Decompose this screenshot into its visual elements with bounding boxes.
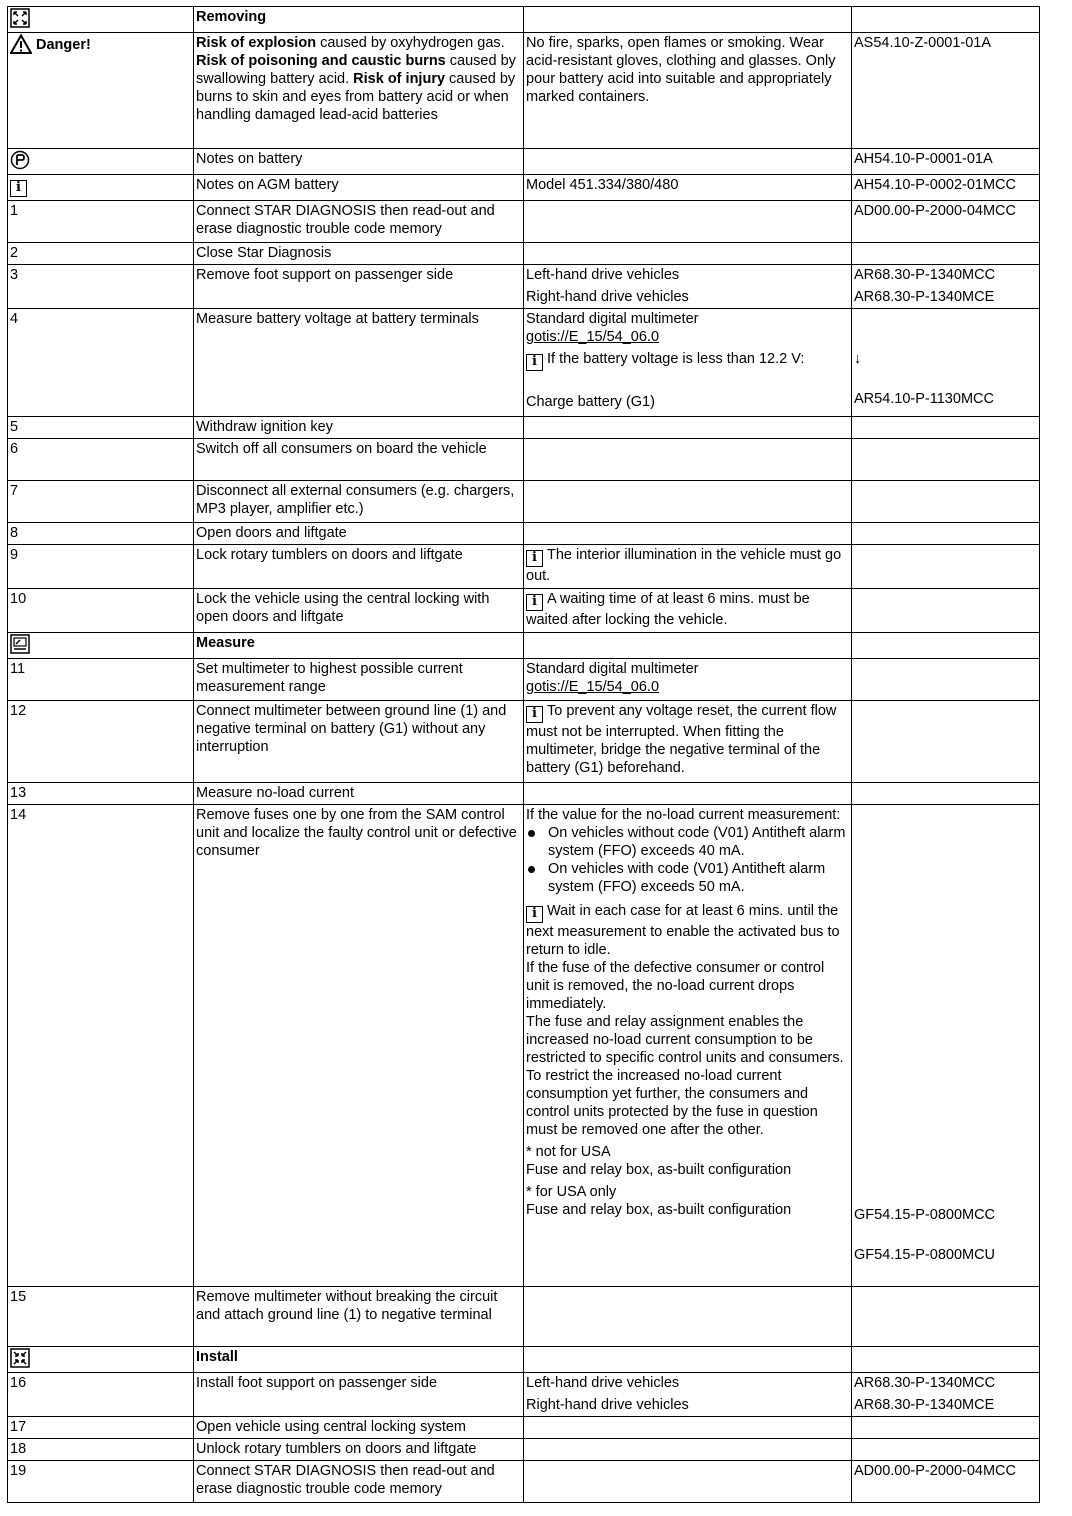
step-number: 6	[8, 439, 194, 481]
step-row	[8, 243, 1040, 265]
step-text: Connect STAR DIAGNOSIS then read-out and erase diagnostic trouble code memory	[194, 201, 524, 243]
step-text: Close Star Diagnosis	[194, 243, 524, 265]
step-text: Lock the vehicle using the central locking with open doors and liftgate	[194, 589, 524, 633]
step-number: 12	[8, 701, 194, 783]
section-title: Removing	[194, 7, 524, 33]
removing-icon	[10, 8, 30, 28]
section-row-install	[8, 1347, 1040, 1373]
step-row	[8, 1287, 1040, 1347]
info-icon: i	[526, 906, 543, 923]
step-text: Disconnect all external consumers (e.g. chargers, MP3 player, amplifier etc.)	[194, 481, 524, 523]
danger-row	[8, 33, 1040, 149]
step-ref: AR54.10-P-1130MCC	[854, 391, 994, 407]
step-text: Measure battery voltage at battery terminals	[194, 309, 524, 417]
step-number: 8	[8, 523, 194, 545]
step-row	[8, 1461, 1040, 1503]
step-row: 3 Remove foot support on passenger side Left-hand drive vehicles Right-hand drive vehicles AR68.30-P-1340MCC AR68.30-P-1340MCE	[8, 265, 1040, 309]
step-text: Remove multimeter without breaking the circuit and attach ground line (1) to negative terminal	[194, 1287, 524, 1347]
step-text: Open vehicle using central locking system	[194, 1417, 524, 1439]
list-item: On vehicles without code (V01) Antitheft alarm system (FFO) exceeds 40 mA.	[526, 824, 848, 860]
step-number: 15	[8, 1287, 194, 1347]
step-row	[8, 523, 1040, 545]
step-number: 18	[8, 1439, 194, 1461]
step-row	[8, 439, 1040, 481]
step-number: 16	[8, 1373, 194, 1417]
step-text: Measure no-load current	[194, 783, 524, 805]
step-number: 2	[8, 243, 194, 265]
step-row	[8, 417, 1040, 439]
step-row	[8, 481, 1040, 523]
note-ref: AH54.10-P-0002-01MCC	[852, 175, 1040, 201]
step-row	[8, 1439, 1040, 1461]
step-number: 9	[8, 545, 194, 589]
tool-name: Standard digital multimeter	[526, 311, 699, 327]
step-number: 5	[8, 417, 194, 439]
tool-link[interactable]: gotis://E_15/54_06.0	[526, 679, 660, 695]
step-number: 3	[8, 265, 194, 309]
step-number: 19	[8, 1461, 194, 1503]
step-number: 11	[8, 659, 194, 701]
warning-triangle-icon	[10, 34, 32, 54]
step-text: Install foot support on passenger side	[194, 1373, 524, 1417]
danger-text: Risk of explosion caused by oxyhydrogen gas. Risk of poisoning and caustic burns caused by swallowing battery acid. Risk of injury caused by burns to skin and eyes from battery acid or when handling damaged lead-acid batteries	[194, 33, 524, 149]
step-number: 4	[8, 309, 194, 417]
step-row	[8, 545, 1040, 589]
step-number: 1	[8, 201, 194, 243]
measure-icon	[10, 634, 30, 654]
step-note: To prevent any voltage reset, the current flow must not be interrupted. When fitting the multimeter, bridge the negative terminal of the battery (G1) beforehand.	[526, 703, 837, 776]
step-text: Set multimeter to highest possible current measurement range	[194, 659, 524, 701]
section-title: Install	[194, 1347, 524, 1373]
step-note: The interior illumination in the vehicle must go out.	[526, 547, 842, 584]
install-icon	[10, 1348, 30, 1368]
danger-label: Danger!	[36, 37, 91, 53]
notes-icon	[10, 150, 30, 170]
tool-link[interactable]: gotis://E_15/54_06.0	[526, 329, 660, 345]
info-icon: i	[526, 706, 543, 723]
list-item: On vehicles with code (V01) Antitheft alarm system (FFO) exceeds 50 mA.	[526, 860, 848, 896]
step-text: Connect STAR DIAGNOSIS then read-out and erase diagnostic trouble code memory	[194, 1461, 524, 1503]
step-number: 13	[8, 783, 194, 805]
step-text: Switch off all consumers on board the vehicle	[194, 439, 524, 481]
step-row: 14 Remove fuses one by one from the SAM control unit and localize the faulty control unit or defective consumer If the value for the no-load current measurement: On vehicles without code (V01) Antitheft alarm system (FFO) exceeds 40 mA. On vehicles with code (V01) Antitheft alarm system (FFO) exceeds 50 mA. i Wait in each case for at least 6 mins. until the next measurement to enable the activated bus to return to idle. If the fuse of the defective consumer or control unit is removed, the no-load current drops immediately. The fuse and relay assignment enables the increased no-load current consumption to be restricted to specific control units and consumers. To restrict the increased no-load current consumption yet further, the consumers and control units protected by the fuse in question must be removed one after the other. * not for USA Fuse and relay box, as-built configuration * for USA only Fuse and relay box, as-built configuration GF54.15-P-0800MCC GF54.15-P-0800MCU	[8, 805, 1040, 1287]
step-number: 10	[8, 589, 194, 633]
notes-row	[8, 175, 1040, 201]
step-ref: GF54.15-P-0800MCC	[854, 1207, 996, 1223]
tool-name: Standard digital multimeter	[526, 661, 699, 677]
danger-measures: No fire, sparks, open flames or smoking. Wear acid-resistant gloves, clothing and glasses. Only pour battery acid into suitable and appropriately marked containers.	[524, 33, 852, 149]
note-text: Notes on battery	[194, 149, 524, 175]
step-text: Lock rotary tumblers on doors and liftgate	[194, 545, 524, 589]
info-icon: i	[526, 594, 543, 611]
step-row	[8, 659, 1040, 701]
step-ref: AD00.00-P-2000-04MCC	[852, 201, 1040, 243]
info-icon: i	[526, 354, 543, 371]
step-row: 16 Install foot support on passenger side Left-hand drive vehicles Right-hand drive vehicles AR68.30-P-1340MCC AR68.30-P-1340MCE	[8, 1373, 1040, 1417]
step-number: 17	[8, 1417, 194, 1439]
section-title: Measure	[194, 633, 524, 659]
danger-ref: AS54.10-Z-0001-01A	[852, 33, 1040, 149]
step-row	[8, 589, 1040, 633]
info-icon: i	[10, 180, 27, 197]
section-icon-cell	[8, 7, 194, 33]
info-icon: i	[526, 550, 543, 567]
step-number: 7	[8, 481, 194, 523]
step-text: Unlock rotary tumblers on doors and liftgate	[194, 1439, 524, 1461]
step-note: A waiting time of at least 6 mins. must be waited after locking the vehicle.	[526, 591, 810, 628]
notes-row	[8, 149, 1040, 175]
step-text: Remove fuses one by one from the SAM control unit and localize the faulty control unit or defective consumer	[194, 805, 524, 1287]
step-text: Open doors and liftgate	[194, 523, 524, 545]
step-number: 14	[8, 805, 194, 1287]
step-ref: AD00.00-P-2000-04MCC	[852, 1461, 1040, 1503]
arrow-down-icon: ↓	[854, 351, 862, 367]
step-row	[8, 783, 1040, 805]
step-row	[8, 201, 1040, 243]
step-text: Remove foot support on passenger side	[194, 265, 524, 309]
note-text: Notes on AGM battery	[194, 175, 524, 201]
step-row	[8, 1417, 1040, 1439]
note-detail: Model 451.334/380/480	[524, 175, 852, 201]
step-text: Withdraw ignition key	[194, 417, 524, 439]
section-row-measure	[8, 633, 1040, 659]
step-text: Connect multimeter between ground line (1) and negative terminal on battery (G1) without any interruption	[194, 701, 524, 783]
note-ref: AH54.10-P-0001-01A	[852, 149, 1040, 175]
step-row	[8, 701, 1040, 783]
procedure-table	[7, 6, 1040, 1503]
step-row: 4 Measure battery voltage at battery terminals Standard digital multimeter gotis://E_15/54_06.0 i If the battery voltage is less than 12.2 V: Charge battery (G1) ↓ AR54.10-P-1130MCC	[8, 309, 1040, 417]
step-ref: GF54.15-P-0800MCU	[854, 1247, 996, 1263]
section-row-removing	[8, 7, 1040, 33]
